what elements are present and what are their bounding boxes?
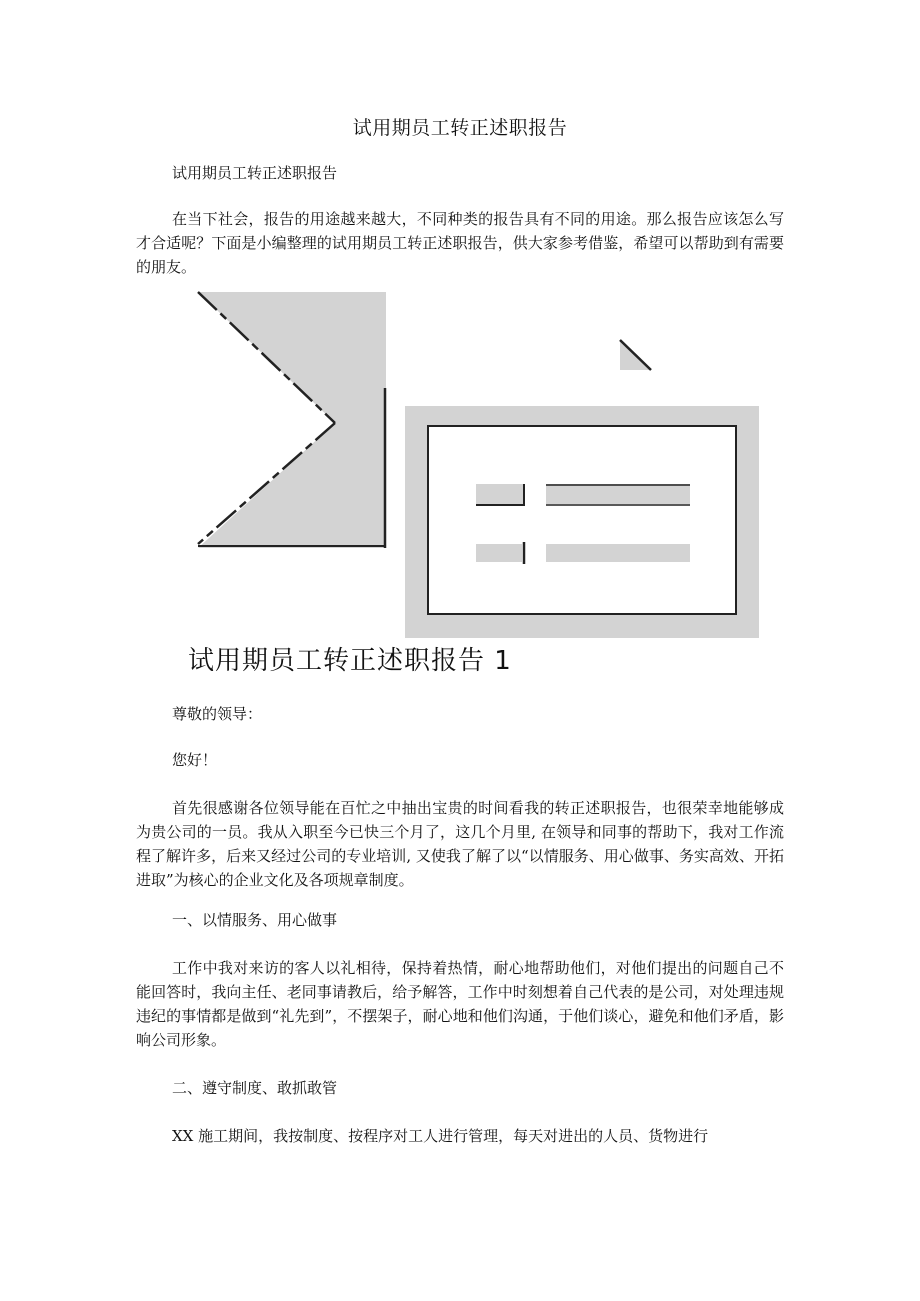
thanks-paragraph: 首先很感谢各位领导能在百忙之中抽出宝贵的时间看我的转正述职报告，也很荣幸地能够成为贵公司的一员。我从入职至今已快三个月了，这几个月里, 在领导和同事的帮助下，我对工作流程了解许多，后来又经过公司的专业培训, 又使我了解了以“以情服务、用心做事、务实高效、开拓进取”为核心的企业文化及各项规章制度。 bbox=[136, 799, 784, 889]
row2-short-bar bbox=[476, 544, 522, 562]
row1-long-bar bbox=[546, 484, 690, 504]
document-card-icon bbox=[190, 290, 770, 642]
row1-short-bar bbox=[476, 484, 524, 504]
card-inner bbox=[428, 426, 736, 614]
page-title: 试用期员工转正述职报告 bbox=[352, 117, 568, 139]
section2-heading: 二、遵守制度、敢抓敢管 bbox=[172, 1079, 338, 1097]
section1-paragraph: 工作中我对来访的客人以礼相待，保持着热情，耐心地帮助他们，对他们提出的问题自己不能回答时，我向主任、老同事请教后，给予解答，工作中时刻想着自己代表的是公司，对处理违规违纪的事情都是做到“礼先到”，不摆架子，耐心地和他们沟通，于他们谈心，避免和他们矛盾，影响公司形象。 bbox=[136, 959, 784, 1049]
row2-long-bar bbox=[546, 544, 690, 562]
arrow-panel-shape bbox=[198, 292, 386, 548]
salutation: 尊敬的领导： bbox=[172, 705, 263, 723]
section2-paragraph: XX 施工期间，我按制度、按程序对工人进行管理，每天对进出的人员、货物进行 bbox=[172, 1127, 709, 1145]
intro-paragraph: 在当下社会，报告的用途越来越大，不同种类的报告具有不同的用途。那么报告应该怎么写才合适呢？下面是小编整理的试用期员工转正述职报告，供大家参考借鉴，希望可以帮助到有需要的朋友。 bbox=[136, 210, 784, 276]
subtitle: 试用期员工转正述职报告 bbox=[172, 164, 338, 182]
greeting: 您好！ bbox=[172, 751, 218, 769]
report-heading: 试用期员工转正述职报告 1 bbox=[188, 646, 512, 676]
section1-heading: 一、以情服务、用心做事 bbox=[172, 911, 338, 929]
